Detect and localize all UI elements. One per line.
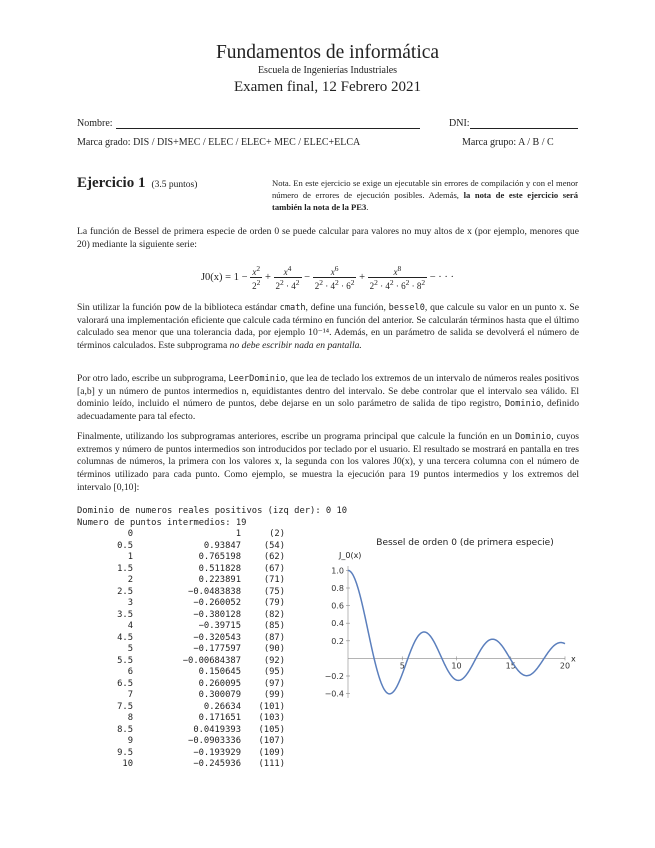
terms-count: (99) xyxy=(263,690,285,700)
code-bessel0: bessel0 xyxy=(388,303,425,313)
p1-text-c: , define una función, xyxy=(305,302,386,313)
j0-value: −0.0483838 xyxy=(188,586,241,597)
grade-options: Marca grado: DIS / DIS+MEC / ELEC / ELEC+ MEC / ELEC+ELCA xyxy=(77,137,361,148)
x-value: 4.5 xyxy=(117,632,133,643)
y-axis-label: J_0(x) xyxy=(339,551,362,560)
j0-value: −0.193929 xyxy=(193,747,241,758)
console-row xyxy=(77,690,347,702)
console-row xyxy=(77,575,347,587)
formula-lhs: J0(x) = 1 − xyxy=(200,271,248,283)
chart-title: Bessel de orden 0 (de primera especie) xyxy=(376,538,554,548)
x-tick-label: 5 xyxy=(399,661,405,671)
x-value: 7.5 xyxy=(117,701,133,712)
terms-count: (54) xyxy=(263,540,285,551)
j0-value: −0.0903336 xyxy=(188,736,241,746)
j0-value: 1 xyxy=(235,529,241,539)
console-row xyxy=(77,713,347,725)
console-row xyxy=(77,656,347,668)
terms-count: (109) xyxy=(258,747,285,758)
console-row xyxy=(77,541,347,553)
exercise-heading: Ejercicio 1 xyxy=(77,175,146,191)
name-field[interactable] xyxy=(116,128,420,129)
terms-count: (82) xyxy=(263,609,285,620)
p3-text-b: , cuyos extremos y número de puntos intermedios son introducidos por teclado por el usuario. El resultado se mostrará en pantalla en tres columnas de números, la primera con los valores x, la segunda con los valores J0(x), y una tercera columna con el número de términos utilizado para cada punto. Como ejemplo, se muestra la ejecución para 19 puntos intermedios y los extremos del intervalo [0,10]: xyxy=(77,431,580,493)
console-row xyxy=(77,759,347,771)
code-dominio-2: Dominio xyxy=(514,432,552,442)
console-prompt-domain: Dominio de numeros reales positivos (izq der): 0 10 xyxy=(77,506,348,516)
j0-value: −0.00684387 xyxy=(182,655,241,666)
x-tick-label: 20 xyxy=(559,661,571,671)
j0-value: 0.0419393 xyxy=(193,724,241,735)
x-value: 9 xyxy=(127,736,133,746)
console-row xyxy=(77,667,347,679)
y-tick-label: 0.4 xyxy=(331,619,344,629)
terms-count: (101) xyxy=(258,701,285,712)
terms-count: (107) xyxy=(258,736,285,746)
console-row xyxy=(77,644,347,656)
bessel-series-formula: J0(x) = 1 − $\frac{x^2}{2^2}$ + $\frac{x^4}{2^2 \cdot 4^2}$ − $\frac{x^6}{2^2 \cdot 4^2 \cdot 6^2}$ + $\frac{x^8}{2^2 \cdot 4^2 \cdot 6^2 \cdot 8^2}$ − · · · xyxy=(200,264,455,291)
console-row xyxy=(77,736,347,748)
console-row xyxy=(77,621,347,633)
j0-value: 0.26634 xyxy=(203,701,241,712)
terms-count: (92) xyxy=(263,655,285,666)
y-tick-label: 0.6 xyxy=(331,601,344,611)
intro-paragraph: La función de Bessel de primera especie de orden 0 se puede calcular para valores no muy altos de x (por ejemplo, menores que 20) mediante la siguiente serie: xyxy=(77,226,579,250)
console-row xyxy=(77,725,347,737)
y-tick-label: 1.0 xyxy=(331,566,344,576)
x-value: 8 xyxy=(127,713,133,723)
code-dominio: Dominio xyxy=(504,399,542,410)
x-value: 2.5 xyxy=(117,586,133,597)
note-bold: la nota de este ejercicio será también la nota de la PE3 xyxy=(272,190,578,212)
x-tick-label: 10 xyxy=(451,661,462,671)
code-leerdominio: LeerDominio xyxy=(228,374,286,384)
y-tick-label: −0.4 xyxy=(325,689,344,699)
j0-value: −0.245936 xyxy=(193,759,241,769)
x-value: 4 xyxy=(127,621,133,631)
dni-field[interactable] xyxy=(470,128,578,129)
group-options: Marca grupo: A / B / C xyxy=(462,137,554,148)
terms-count: (87) xyxy=(263,632,285,643)
terms-count: (105) xyxy=(258,724,285,735)
code-cmath: cmath xyxy=(279,303,306,313)
x-value: 5.5 xyxy=(117,655,133,666)
p1-italic: no debe escribir nada en pantalla. xyxy=(229,340,362,352)
paragraph-leerdominio xyxy=(77,373,579,424)
x-value: 0 xyxy=(127,529,133,539)
terms-count: (103) xyxy=(258,713,285,723)
series-line-j0 xyxy=(348,570,565,693)
terms-count: (67) xyxy=(263,563,285,574)
dni-label: DNI: xyxy=(449,118,470,129)
console-row xyxy=(77,633,347,645)
j0-value: 0.260095 xyxy=(198,678,241,689)
p2-text-c: , definido adecuadamente para tal efecto. xyxy=(77,398,580,423)
school-name: Escuela de Ingenierías Industriales xyxy=(257,65,398,76)
exercise-note: Nota. En este ejercicio se exige un ejecutable sin errores de compilación y con el menor número de errores de ejecución posibles. Además, la nota de este ejercicio será también la nota de la PE3. xyxy=(272,178,579,212)
console-row xyxy=(77,564,347,576)
p3-text-a: Finalmente, utilizando los subprogramas anteriores, escribe un programa principal que calcule la función en un xyxy=(77,431,512,442)
terms-count: (85) xyxy=(263,621,285,631)
x-value: 9.5 xyxy=(117,747,133,758)
console-row xyxy=(77,552,347,564)
x-value: 8.5 xyxy=(117,724,133,735)
j0-value: 0.223891 xyxy=(198,575,241,585)
terms-count: (2) xyxy=(269,529,285,539)
x-value: 3 xyxy=(127,598,133,608)
j0-value: −0.39715 xyxy=(198,621,241,631)
console-row xyxy=(77,529,347,541)
terms-count: (95) xyxy=(263,667,285,677)
j0-value: 0.300079 xyxy=(198,690,241,700)
note-prefix: Nota. xyxy=(272,178,291,188)
x-value: 3.5 xyxy=(117,609,133,620)
terms-count: (79) xyxy=(263,598,285,608)
terms-count: (111) xyxy=(258,759,285,769)
x-tick-label: 15 xyxy=(505,661,516,671)
paragraph-bessel0 xyxy=(77,302,579,353)
exercise-points: (3.5 puntos) xyxy=(151,180,198,190)
console-prompt-points: Numero de puntos intermedios: 19 xyxy=(77,517,247,528)
console-row xyxy=(77,702,347,714)
j0-value: −0.320543 xyxy=(193,632,241,643)
console-output xyxy=(77,506,347,771)
console-rows xyxy=(77,529,347,771)
y-tick-label: −0.2 xyxy=(325,672,344,681)
j0-value: −0.260052 xyxy=(193,598,241,608)
terms-count: (97) xyxy=(263,678,285,689)
note-text: En este ejercicio se exige un ejecutable sin errores de compilación y con el menor número de errores de ejecución posibles. Además, xyxy=(272,178,579,200)
j0-value: −0.177597 xyxy=(193,644,241,654)
exam-title: Examen final, 12 Febrero 2021 xyxy=(233,79,422,95)
j0-value: 0.150645 xyxy=(198,667,241,677)
x-value: 1.5 xyxy=(117,563,133,574)
terms-count: (62) xyxy=(263,552,285,562)
bessel-chart xyxy=(325,528,585,703)
x-value: 6.5 xyxy=(117,678,133,689)
terms-count: (90) xyxy=(263,644,285,654)
p1-text-d: , que calcule su valor en un punto x. Se valorará una implementación eficiente que calcule cada término en función del anterior. Se calcularán términos hasta que el último calculado sea menor que una tolerancia dada, por ejemplo 10⁻¹⁴. Además, en un parámetro de salida se devolverá el número de términos calculados. Este subprograma xyxy=(77,302,579,352)
code-pow: pow xyxy=(164,303,180,313)
y-tick-label: 0.8 xyxy=(331,584,344,593)
x-value: 0.5 xyxy=(117,540,133,551)
j0-value: 0.765198 xyxy=(198,552,241,562)
document-title: Fundamentos de informática xyxy=(215,42,440,63)
console-row xyxy=(77,610,347,622)
p2-text-a: Por otro lado, escribe un subprograma, xyxy=(77,373,226,384)
j0-value: 0.171651 xyxy=(198,713,241,723)
p1-text-a: Sin utilizar la función xyxy=(77,302,162,313)
console-row xyxy=(77,598,347,610)
console-row xyxy=(77,748,347,760)
terms-count: (71) xyxy=(263,575,285,585)
p1-text-b: de la biblioteca estándar xyxy=(182,302,277,313)
paragraph-main-program xyxy=(77,431,579,495)
x-value: 7 xyxy=(127,690,133,700)
name-label: Nombre: xyxy=(77,118,113,129)
x-value: 1 xyxy=(127,552,133,562)
x-value: 6 xyxy=(127,667,133,677)
x-value: 5 xyxy=(127,644,133,654)
exercise-title xyxy=(77,175,197,192)
x-value: 2 xyxy=(127,575,133,585)
j0-value: 0.511828 xyxy=(198,563,241,574)
terms-count: (75) xyxy=(263,586,285,597)
j0-value: −0.380128 xyxy=(193,609,241,620)
y-tick-label: 0.2 xyxy=(331,636,344,646)
console-row xyxy=(77,679,347,691)
x-value: 10 xyxy=(122,759,133,769)
console-row xyxy=(77,587,347,599)
p2-text-b: , que lea de teclado los extremos de un intervalo de números reales positivos [a,b] y un número de puntos intermedios n, equidistantes dentro del intervalo. Se debe controlar que el intervalo sea válido. El dominio leído, incluido el número de puntos, debe dejarse en un solo parámetro de salida de tipo registro, xyxy=(77,373,579,410)
x-axis-label: x xyxy=(571,654,576,664)
j0-value: 0.93847 xyxy=(203,540,241,551)
